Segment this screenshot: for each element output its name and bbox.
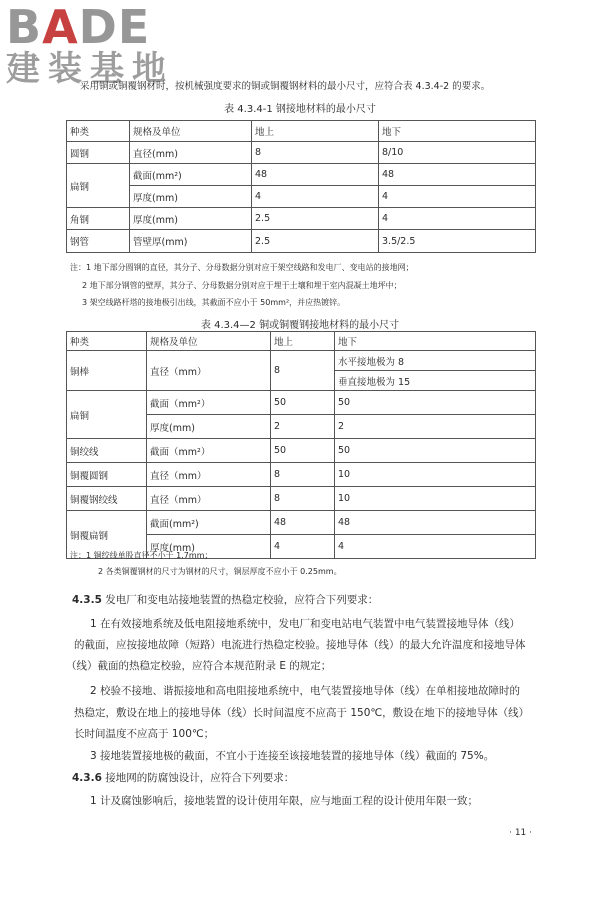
- table-cell: 厚度(mm): [130, 208, 252, 230]
- section-title: 发电厂和变电站接地装置的热稳定校验，应符合下列要求：: [101, 594, 379, 606]
- table-cell: 截面（mm²）: [147, 391, 271, 415]
- table-cell: 直径(mm): [130, 142, 252, 164]
- table2-note-1: 注：1 铜绞线单股直径不小于 1.7mm；: [70, 551, 213, 560]
- table-row: [67, 230, 536, 253]
- table-cell: 4: [379, 208, 536, 230]
- table-cell: 直径（mm）: [147, 351, 271, 391]
- table-cell: 铜覆扁钢: [67, 511, 147, 559]
- table-cell: 角钢: [67, 208, 130, 230]
- section-number: 4.3.6: [72, 772, 102, 784]
- table-header-cell: 种类: [67, 332, 147, 351]
- paragraph-line: 1 计及腐蚀影响后，接地装置的设计使用年限，应与地面工程的设计使用年限一致；: [90, 795, 479, 807]
- table-row: [67, 186, 536, 208]
- paragraph-line: （线）截面的热稳定校验，应符合本规范附录 E 的规定；: [66, 660, 332, 672]
- section-title: 接地网的防腐蚀设计，应符合下列要求：: [101, 772, 295, 784]
- paragraph-line: 长时间温度不应高于 100℃；: [74, 728, 215, 740]
- table1-note-2: 2 地下部分钢管的壁厚，其分子、分母数据分别对应于埋于土壤和埋于室内混凝土地坪中；: [82, 281, 402, 290]
- table-cell: 8: [252, 142, 379, 164]
- bade-logo: [6, 0, 186, 89]
- table-cell: 48: [335, 511, 536, 535]
- section-number: 4.3.5: [72, 594, 102, 606]
- table-cell: 48: [252, 164, 379, 186]
- table-header-cell: 地上: [271, 332, 335, 351]
- table-cell: 50: [271, 439, 335, 463]
- section-4-3-6-heading: [72, 771, 294, 786]
- table-row: [67, 511, 536, 535]
- logo-latin: BADE: [6, 0, 151, 54]
- table-cell: 水平接地极为 8: [335, 351, 536, 371]
- table-header-cell: 地下: [379, 121, 536, 142]
- table1-note-1: 注：1 地下部分圆钢的直径，其分子、分母数据分别对应于架空线路和发电厂、变电站的接地网；: [70, 263, 414, 272]
- section-4-3-5-heading: [72, 593, 378, 608]
- table-cell: 钢管: [67, 230, 130, 253]
- table-cell: 铜棒: [67, 351, 147, 391]
- paragraph-line: 的截面，应按接地故障（短路）电流进行热稳定校验。接地导体（线）的最大允许温度和接地导体: [74, 639, 526, 651]
- table-cell: 铜绞线: [67, 439, 147, 463]
- table-row: [67, 439, 536, 463]
- table1-caption: 表 4.3.4-1 钢接地材料的最小尺寸: [224, 104, 376, 115]
- table-cell: 8: [271, 463, 335, 487]
- table-cell: 8: [271, 487, 335, 511]
- table-cell: 48: [379, 164, 536, 186]
- page-number: · 11 ·: [509, 828, 532, 838]
- table-row: [67, 351, 536, 371]
- table-cell: 垂直接地极为 15: [335, 371, 536, 391]
- table-header-row: [67, 121, 536, 142]
- table2: [66, 331, 536, 559]
- table2-note-2: 2 各类铜覆钢材的尺寸为钢材的尺寸，铜层厚度不应小于 0.25mm。: [98, 567, 342, 576]
- paragraph-line: 热稳定，敷设在地上的接地导体（线）长时间温度不应高于 150℃，敷设在地下的接地导体（线）: [74, 707, 530, 719]
- table-cell: 50: [335, 391, 536, 415]
- table-cell: 8/10: [379, 142, 536, 164]
- table1: [66, 120, 536, 253]
- table-row: [67, 463, 536, 487]
- table-cell: 厚度(mm): [130, 186, 252, 208]
- table-cell: 扁铜: [67, 391, 147, 439]
- table-header-row: [67, 332, 536, 351]
- table-cell: 厚度(mm): [147, 535, 271, 559]
- table-cell: 10: [335, 487, 536, 511]
- table-cell: 扁钢: [67, 164, 130, 208]
- table-cell: 厚度(mm): [147, 415, 271, 439]
- table-row: [67, 142, 536, 164]
- table-cell: 4: [271, 535, 335, 559]
- paragraph-line: 3 接地装置接地极的截面，不宜小于连接至该接地装置的接地导体（线）截面的 75%。: [90, 750, 495, 762]
- logo-cjk: 建装基地: [6, 49, 174, 89]
- table-cell: 直径（mm）: [147, 463, 271, 487]
- table-cell: 直径（mm）: [147, 487, 271, 511]
- table-cell: 截面(mm²): [147, 511, 271, 535]
- table-cell: 2.5: [252, 208, 379, 230]
- table-cell: 圆钢: [67, 142, 130, 164]
- table-cell: 2: [335, 415, 536, 439]
- table-cell: 10: [335, 463, 536, 487]
- table-header-cell: 规格及单位: [147, 332, 271, 351]
- table1-note-3: 3 架空线路杆塔的接地极引出线，其截面不应小于 50mm²，并应热镀锌。: [82, 298, 346, 307]
- table-row: [67, 391, 536, 415]
- table-cell: 50: [335, 439, 536, 463]
- paragraph-line: 2 校验不接地、谐振接地和高电阻接地系统中，电气装置接地导体（线）在单相接地故障时的: [90, 685, 521, 697]
- table-row: [67, 487, 536, 511]
- table-cell: 4: [379, 186, 536, 208]
- table-cell: 铜覆钢绞线: [67, 487, 147, 511]
- table-cell: 截面(mm²): [130, 164, 252, 186]
- table-row: [67, 164, 536, 186]
- table-cell: 3.5/2.5: [379, 230, 536, 253]
- table-cell: 4: [335, 535, 536, 559]
- table-header-cell: 地下: [335, 332, 536, 351]
- table-cell: 48: [271, 511, 335, 535]
- table-cell: 8: [271, 351, 335, 391]
- table-header-cell: 地上: [252, 121, 379, 142]
- paragraph-line: 1 在有效接地系统及低电阻接地系统中，发电厂和变电站电气装置中电气装置接地导体（线）: [90, 618, 521, 630]
- table-cell: 截面（mm²）: [147, 439, 271, 463]
- table-header-cell: 种类: [67, 121, 130, 142]
- table-cell: 管壁厚(mm): [130, 230, 252, 253]
- table-cell: 2: [271, 415, 335, 439]
- intro-paragraph: 采用铜或铜覆钢材时，按机械强度要求的铜或铜覆钢材料的最小尺寸，应符合表 4.3.4-2 的要求。: [80, 81, 491, 92]
- table-row: [67, 208, 536, 230]
- table-header-cell: 规格及单位: [130, 121, 252, 142]
- table-cell: 铜覆圆钢: [67, 463, 147, 487]
- table-cell: 2.5: [252, 230, 379, 253]
- table-cell: 4: [252, 186, 379, 208]
- table2-caption: 表 4.3.4—2 铜或铜覆钢接地材料的最小尺寸: [200, 320, 400, 331]
- table-cell: 50: [271, 391, 335, 415]
